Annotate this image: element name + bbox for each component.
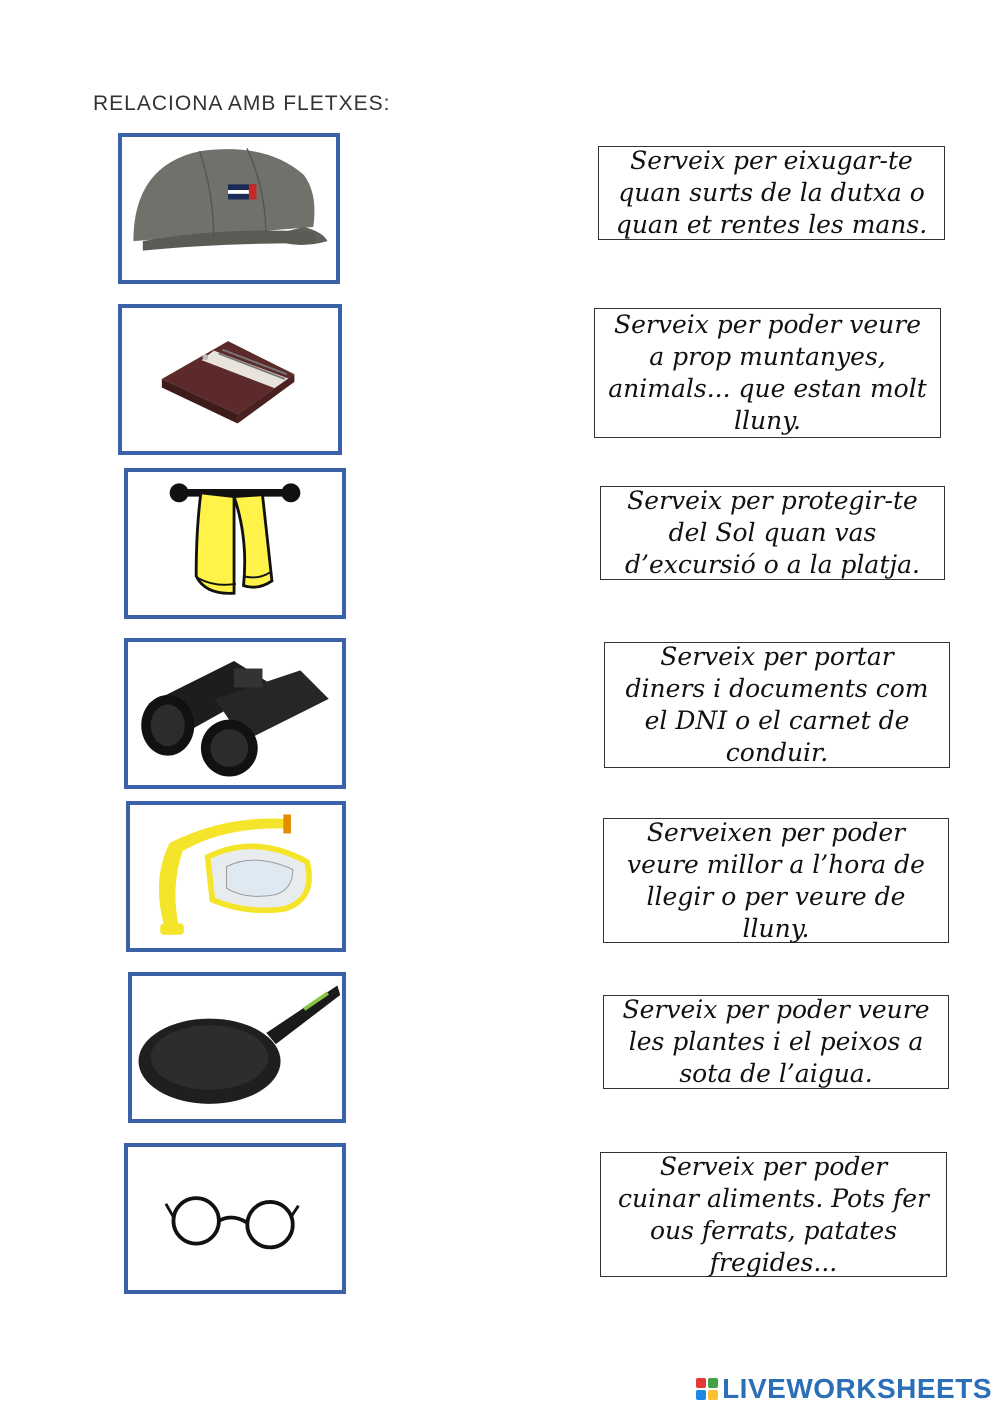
description-box-3[interactable] [600, 486, 945, 580]
liveworksheets-logo-icon [696, 1378, 718, 1400]
description-line: llegir o per veure de [646, 881, 906, 911]
brand-text: LIVEWORKSHEETS [722, 1373, 992, 1404]
description-line: quan et rentes les mans. [615, 210, 928, 239]
description-line: ous ferrats, patates [649, 1215, 898, 1245]
description-box-2[interactable] [594, 308, 941, 438]
description-line: Serveix per poder [659, 1151, 888, 1181]
binoculars-image[interactable] [124, 638, 346, 789]
snorkel-mask-icon [130, 805, 342, 948]
description-line: fregides... [709, 1247, 838, 1277]
description-box-6[interactable] [603, 995, 949, 1089]
cap-image[interactable] [118, 133, 340, 284]
frying-pan-image[interactable] [128, 972, 346, 1123]
description-line: Serveix per portar [660, 642, 894, 671]
description-line: sota de l’aigua. [679, 1059, 873, 1088]
description-line: Serveix per eixugar-te [630, 146, 913, 175]
description-line: veure millor a l’hora de [627, 849, 925, 879]
description-box-7[interactable] [600, 1152, 947, 1277]
glasses-image[interactable] [124, 1143, 346, 1294]
description-line: del Sol quan vas [668, 518, 877, 547]
wallet-image[interactable] [118, 304, 342, 455]
description-box-4[interactable] [604, 642, 950, 768]
description-box-5[interactable] [603, 818, 949, 943]
description-line: cuinar aliments. Pots fer [618, 1183, 929, 1213]
frying-pan-icon [132, 976, 342, 1119]
description-line: Serveix per poder veure [613, 310, 922, 339]
description-line: diners i documents com [625, 674, 929, 703]
description-box-1[interactable] [598, 146, 945, 240]
description-line: conduir. [725, 738, 829, 767]
snorkel-mask-image[interactable] [126, 801, 346, 952]
binoculars-icon [128, 642, 342, 785]
liveworksheets-brand[interactable] [696, 1373, 992, 1405]
description-line: el DNI o el carnet de [644, 706, 910, 735]
towel-icon [128, 472, 342, 615]
description-line: Serveixen per poder [646, 817, 906, 847]
page-title: RELACIONA AMB FLETXES: [93, 92, 391, 115]
description-line: Serveix per poder veure [622, 995, 930, 1024]
description-line: a prop muntanyes, [649, 342, 886, 371]
wallet-icon [122, 308, 338, 451]
description-line: quan surts de la dutxa o [618, 178, 925, 207]
glasses-icon [128, 1147, 342, 1290]
description-line: d’excursió o a la platja. [625, 550, 920, 579]
description-line: animals... que estan molt [608, 374, 927, 403]
cap-icon [122, 137, 336, 280]
description-line: Serveix per protegir-te [627, 486, 918, 515]
description-line: lluny. [734, 406, 801, 435]
towel-image[interactable] [124, 468, 346, 619]
description-line: lluny. [742, 913, 810, 943]
description-line: les plantes i el peixos a [628, 1027, 924, 1056]
